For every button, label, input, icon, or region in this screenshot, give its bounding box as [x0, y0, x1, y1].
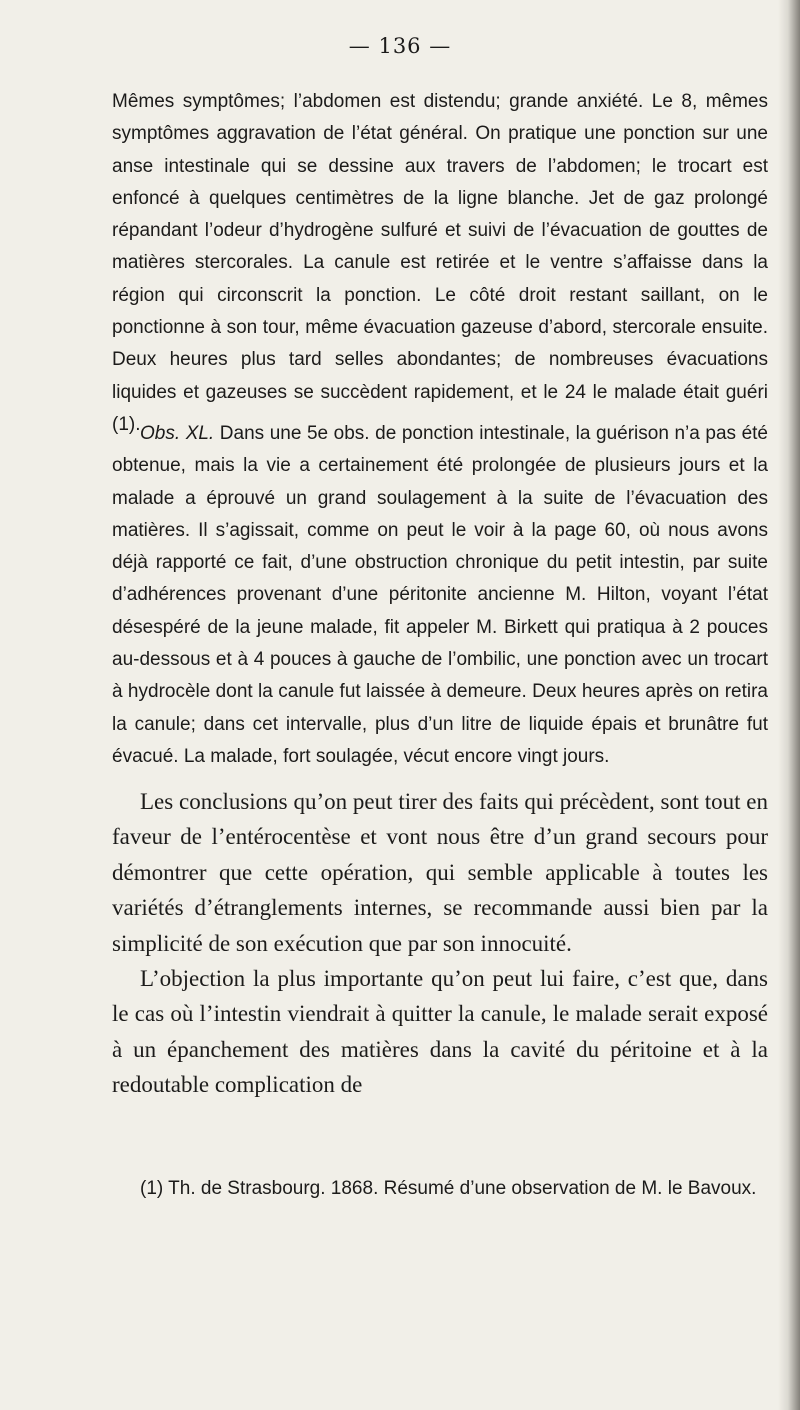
page-number: — 136 — — [348, 34, 452, 58]
observation-xl — [112, 418, 768, 773]
observation-text: Dans une 5e obs. de ponction intestinale, la guérison n’a pas été obtenue, mais la vie a certainement été prolongée de plusieurs jours et la malade a éprouvé un grand soulagement à la suite de l’évacuation des matières. Il s’agissait, comme on peut le voir à la page 60, où nous avons déjà rapporté ce fait, d’une obstruction chronique du petit intestin, par suite d’adhérences provenant d’une péritonite ancienne M. Hilton, voyant l’état désespéré de la jeune malade, fit appeler M. Birkett qui pratiqua à 2 pouces au-dessous et à 4 pouces à gauche de l’ombilic, une ponction avec un trocart à hydrocèle dont la canule fut laissée à demeure. Deux heures après on retira la canule; dans cet intervalle, plus d’un litre de liquide épais et brunâtre fut évacué. La malade, fort soulagée, vécut encore vingt jours. — [112, 423, 769, 767]
footnote: (1) Th. de Strasbourg. 1868. Résumé d’une observation de M. le Bavoux. — [140, 1178, 757, 1199]
page-edge-shadow — [778, 0, 800, 1410]
paragraph-symptoms: Mêmes symptômes; l’abdomen est distendu; grande anxiété. Le 8, mêmes symptômes aggravation de l’état général. On pratique une ponction sur une anse intestinale qui se dessine aux travers de l’abdomen; le trocart est enfoncé à quelques centimètres de la ligne blanche. Jet de gaz prolongé répandant l’odeur d’hydrogène sulfuré et suivi de l’évacuation de gouttes de matières stercorales. La canule est retirée et le ventre s’affaisse dans la région qui circonscrit la ponction. Le côté droit restant saillant, on le ponctionne à son tour, même évacuation gazeuse d’abord, stercorale ensuite. Deux heures plus tard selles abondantes; de nombreuses évacuations liquides et gazeuses se succèdent rapidement, et le 24 le malade était guéri (1). — [112, 91, 768, 435]
case-report-continued — [112, 86, 768, 441]
paragraph-obs-xl — [112, 418, 768, 773]
footnote-section — [112, 1174, 768, 1204]
paragraph-conclusions: Les conclusions qu’on peut tirer des faits qui précèdent, sont tout en faveur de l’entérocentèse et vont nous être d’un grand secours pour démontrer que cette opération, qui semble applicable à toutes les variétés d’étranglements internes, se recommande aussi bien par la simplicité de son exécution que par son innocuité. — [112, 789, 768, 956]
observation-label: Obs. XL. — [140, 423, 215, 444]
conclusions-section — [112, 784, 768, 1103]
paragraph-objection: L’objection la plus importante qu’on peut lui faire, c’est que, dans le cas où l’intestin viendrait à quitter la canule, le malade serait exposé à un épanchement des matières dans la cavité du péritoine et à la redoutable complication de — [112, 966, 768, 1098]
